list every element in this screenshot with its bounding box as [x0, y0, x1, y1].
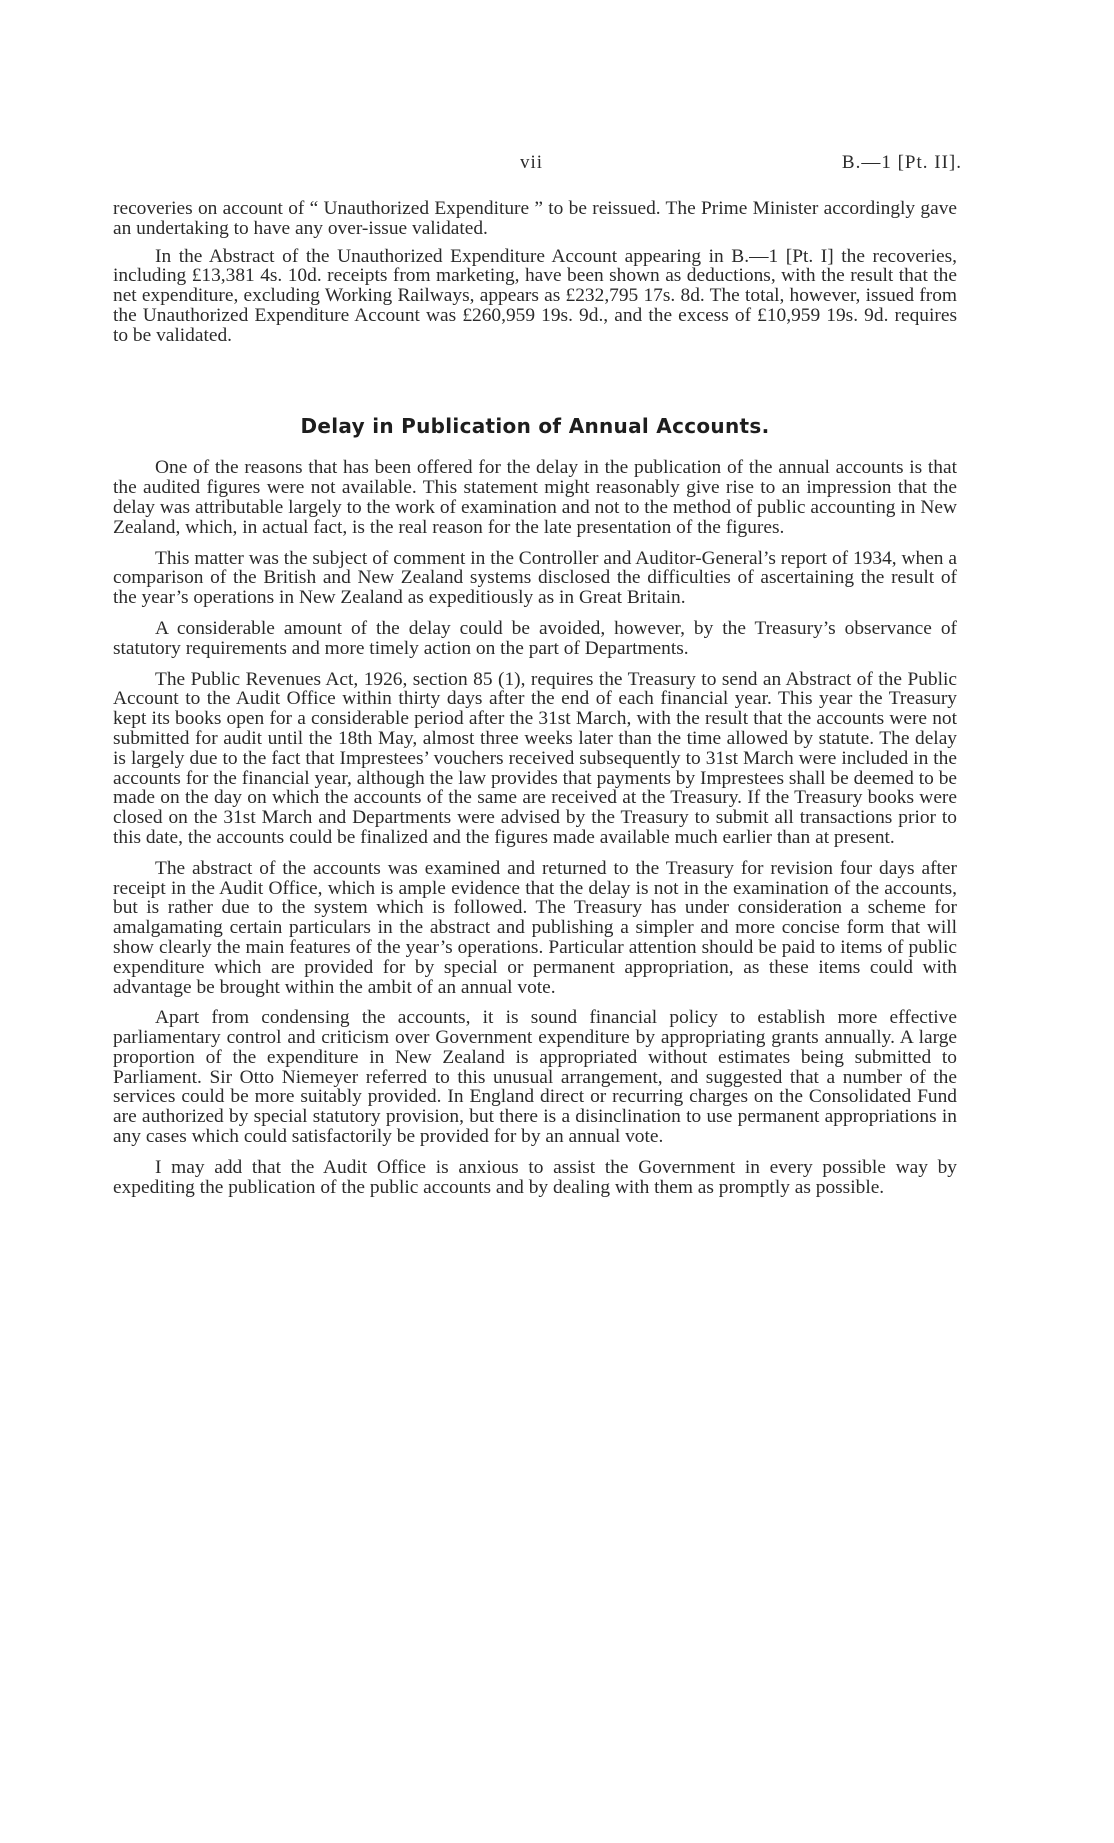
paragraph: One of the reasons that has been offered for the delay in the publication of the annual accounts is that the audited figures were not available. This statement might reasonably give rise to an impression that the delay was attributable largely to the work of examination and not to the method of public accounting in New Zealand, which, in actual fact, is the real reason for the late presentation of the figures.	[113, 457, 957, 538]
page-header	[0, 152, 1114, 182]
document-reference: B.—1 [Pt. II].	[841, 152, 962, 173]
paragraph: Apart from condensing the accounts, it is sound financial policy to establish more effective parliamentary control and criticism over Government expenditure by appropriating grants annually. A large proportion of the expenditure in New Zealand is appropriated without estimates being submitted to Parliament. Sir Otto Niemeyer referred to this unusual arrangement, and suggested that a number of the services could be more suitably provided. In England direct or recurring charges on the Consolidated Fund are authorized by special statutory provision, but there is a disinclination to use permanent appropriations in any cases which could satisfactorily be provided for by an annual vote.	[113, 1007, 957, 1148]
page-body	[113, 199, 957, 1208]
paragraph: This matter was the subject of comment in the Controller and Auditor-General’s report of 1934, when a comparison of the British and New Zealand systems disclosed the difficulties of ascertaining the result of the year’s operations in New Zealand as expeditiously as in Great Britain.	[113, 547, 957, 609]
paragraph: The abstract of the accounts was examined and returned to the Treasury for revision four days after receipt in the Audit Office, which is ample evidence that the delay is not in the examination of the accounts, but is rather due to the system which is followed. The Treasury has under consideration a scheme for amalgamating certain particulars in the abstract and publishing a simpler and more concise form that will show clearly the main features of the year’s operations. Particular attention should be paid to items of public expenditure which are provided for by special or permanent appropriation, as these items could with advantage be brought within the ambit of an annual vote.	[113, 857, 957, 998]
continued-paragraph: recoveries on account of “ Unauthorized Expenditure ” to be reissued. The Prime Minister accordingly gave an undertaking to have any over-issue validated.	[113, 198, 957, 239]
paragraph: I may add that the Audit Office is anxious to assist the Government in every possible way by expediting the publication of the public accounts and by dealing with them as promptly as possible.	[113, 1156, 957, 1198]
paragraph: A considerable amount of the delay could be avoided, however, by the Treasury’s observance of statutory requirements and more timely action on the part of Departments.	[113, 617, 957, 659]
paragraph: The Public Revenues Act, 1926, section 85 (1), requires the Treasury to send an Abstract of the Public Account to the Audit Office within thirty days after the end of each financial year. This year the Treasury kept its books open for a considerable period after the 31st March, with the result that the accounts were not submitted for audit until the 18th May, almost three weeks later than the time allowed by statute. The delay is largely due to the fact that Imprestees’ vouchers received subsequently to 31st March were included in the accounts for the financial year, although the law provides that payments by Imprestees shall be deemed to be made on the day on which the accounts of the same are received at the Treasury. If the Treasury books were closed on the 31st March and Departments were advised by the Treasury to submit all transactions prior to this date, the accounts could be finalized and the figures made available much earlier than at present.	[113, 668, 957, 848]
paragraph-unauthorized-expenditure: In the Abstract of the Unauthorized Expenditure Account appearing in B.—1 [Pt. I] the recoveries, including £13,381 4s. 10d. receipts from marketing, have been shown as deductions, with the result that the net expenditure, excluding Working Railways, appears as £232,795 17s. 8d. The total, however, issued from the Unauthorized Expenditure Account was £260,959 19s. 9d., and the excess of £10,959 19s. 9d. requires to be validated.	[113, 245, 957, 346]
section-heading: Delay in Publication of Annual Accounts.	[300, 413, 770, 438]
page-number: vii	[520, 152, 544, 173]
